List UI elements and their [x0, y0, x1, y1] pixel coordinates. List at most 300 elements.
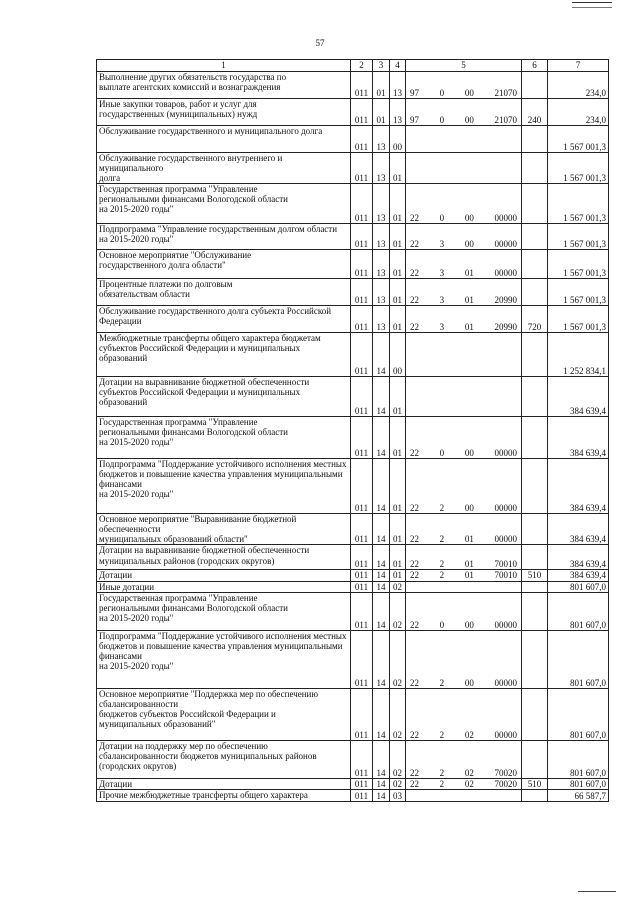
amount: 384 639,4 — [548, 459, 609, 514]
target-article-part: 22 — [410, 213, 419, 224]
target-article-part: 22 — [410, 619, 419, 630]
table-row — [97, 740, 609, 778]
amount: 801 607,0 — [548, 740, 609, 778]
expense-type-code — [522, 377, 548, 417]
table-row — [97, 688, 609, 740]
target-article-part: 00000 — [494, 729, 517, 740]
target-article-parts — [406, 88, 521, 98]
target-article-part: 22 — [410, 239, 419, 250]
section-code: 13 — [373, 184, 390, 224]
target-article-parts — [406, 779, 521, 789]
row-name-line: бюджетов и повышение качества управления муниципальными финансами — [99, 640, 343, 661]
amount: 1 567 001,3 — [548, 224, 609, 250]
target-article-parts — [406, 620, 521, 630]
subsection-code: 00 — [390, 333, 406, 377]
subsection-code: 13 — [390, 72, 406, 99]
target-article-part: 00 — [464, 503, 474, 514]
section-code: 13 — [373, 126, 390, 153]
target-article-part: 3 — [439, 268, 445, 279]
expense-type-code — [522, 688, 548, 740]
amount: 384 639,4 — [548, 545, 609, 570]
amount: 234,0 — [548, 72, 609, 99]
amount: 801 607,0 — [548, 630, 609, 688]
row-name — [97, 417, 351, 459]
section-code: 14 — [373, 688, 390, 740]
target-article-code — [406, 72, 522, 99]
row-name-line: на 2015-2020 годы" — [99, 612, 174, 623]
table-row — [97, 545, 609, 570]
section-code: 14 — [373, 514, 390, 545]
subsection-code: 02 — [390, 688, 406, 740]
chapter-code: 011 — [351, 72, 373, 99]
expense-type-code — [522, 581, 548, 592]
target-article-code — [406, 306, 522, 333]
table-row — [97, 184, 609, 224]
target-article-code — [406, 570, 522, 581]
section-code: 14 — [373, 630, 390, 688]
target-article-part: 01 — [464, 295, 474, 306]
chapter-code: 011 — [351, 126, 373, 153]
target-article-code — [406, 581, 522, 592]
expense-type-code — [522, 417, 548, 459]
target-article-part: 00000 — [494, 503, 517, 514]
amount: 1 252 834,1 — [548, 333, 609, 377]
target-article-part: 97 — [410, 87, 419, 98]
target-article-parts — [406, 295, 521, 305]
target-article-parts — [406, 239, 521, 249]
target-article-code — [406, 153, 522, 184]
row-name-line: региональными финансами Вологодской области — [99, 602, 288, 613]
target-article-parts — [406, 115, 521, 125]
chapter-code: 011 — [351, 630, 373, 688]
expense-type-code — [522, 224, 548, 250]
column-header-3: 3 — [373, 60, 390, 72]
target-article-code — [406, 377, 522, 417]
section-code: 13 — [373, 279, 390, 306]
target-article-part: 0 — [439, 87, 445, 98]
target-article-part: 22 — [410, 268, 419, 279]
expense-type-code: 510 — [522, 778, 548, 789]
target-article-part: 22 — [410, 559, 419, 570]
table-row — [97, 279, 609, 306]
chapter-code: 011 — [351, 545, 373, 570]
amount: 1 567 001,3 — [548, 250, 609, 279]
section-code: 14 — [373, 592, 390, 630]
target-article-part: 00000 — [494, 619, 517, 630]
expense-type-code — [522, 250, 548, 279]
target-article-parts — [406, 570, 521, 580]
amount: 1 567 001,3 — [548, 184, 609, 224]
target-article-part: 00000 — [494, 213, 517, 224]
target-article-part: 22 — [410, 778, 419, 789]
table-row — [97, 377, 609, 417]
amount: 801 607,0 — [548, 592, 609, 630]
row-name-line: обязательствам области — [99, 289, 190, 300]
column-header-1: 1 — [97, 60, 351, 72]
chapter-code: 011 — [351, 778, 373, 789]
row-name-line: муниципальных районов (городских округов) — [99, 555, 275, 566]
row-name — [97, 333, 351, 377]
chapter-code: 011 — [351, 184, 373, 224]
scan-mark-top — [572, 2, 612, 8]
row-name-line: образований — [99, 397, 148, 408]
target-article-part: 3 — [439, 239, 445, 250]
section-code: 01 — [373, 99, 390, 126]
section-code: 14 — [373, 417, 390, 459]
row-name-line: бюджетов и повышение качества управления муниципальными финансами — [99, 469, 343, 490]
expense-type-code: 240 — [522, 99, 548, 126]
target-article-code — [406, 630, 522, 688]
scan-mark-bottom — [578, 891, 616, 895]
amount: 801 607,0 — [548, 581, 609, 592]
section-code: 01 — [373, 72, 390, 99]
target-article-part: 70010 — [494, 559, 517, 570]
row-name — [97, 250, 351, 279]
row-name-line: государственных (муниципальных) нужд — [99, 109, 258, 120]
section-code: 14 — [373, 377, 390, 417]
table-row — [97, 459, 609, 514]
chapter-code: 011 — [351, 740, 373, 778]
row-name-line: Федерации — [99, 316, 142, 327]
target-article-part: 22 — [410, 570, 419, 581]
table-row — [97, 778, 609, 789]
subsection-code: 02 — [390, 630, 406, 688]
row-name — [97, 545, 351, 570]
row-name-line: Дотации — [99, 570, 133, 581]
section-code: 14 — [373, 545, 390, 570]
row-name-line: Государственная программа "Управление — [99, 592, 258, 603]
target-article-parts — [406, 534, 521, 544]
target-article-part: 00 — [464, 114, 474, 125]
table-row — [97, 333, 609, 377]
amount: 66 587,7 — [548, 789, 609, 801]
row-name-line: образований — [99, 353, 148, 364]
expense-type-code — [522, 279, 548, 306]
target-article-part: 00 — [464, 677, 474, 688]
target-article-parts — [406, 730, 521, 740]
target-article-part: 22 — [410, 677, 419, 688]
target-article-part: 2 — [439, 570, 445, 581]
row-name-line: Государственная программа "Управление — [99, 417, 258, 428]
row-name-line: Иные дотации — [99, 581, 155, 592]
target-article-part: 22 — [410, 295, 419, 306]
row-name-line: субъектов Российской Федерации и муниципальных — [99, 387, 301, 398]
subsection-code: 00 — [390, 126, 406, 153]
subsection-code: 01 — [390, 459, 406, 514]
row-name — [97, 279, 351, 306]
section-code: 14 — [373, 459, 390, 514]
chapter-code: 011 — [351, 417, 373, 459]
table-row — [97, 581, 609, 592]
row-name-line: (городских округов) — [99, 760, 177, 771]
row-name-line: выплате агентских комиссий и вознаграждения — [99, 82, 281, 93]
target-article-part: 0 — [439, 619, 445, 630]
row-name-line: Основное мероприятие "Обслуживание — [99, 250, 252, 261]
row-name — [97, 630, 351, 688]
target-article-code — [406, 592, 522, 630]
amount: 384 639,4 — [548, 377, 609, 417]
amount: 384 639,4 — [548, 570, 609, 581]
target-article-part: 2 — [439, 677, 445, 688]
section-code: 13 — [373, 224, 390, 250]
subsection-code: 03 — [390, 789, 406, 801]
target-article-code — [406, 459, 522, 514]
row-name-line: Межбюджетные трансферты общего характера бюджетам — [99, 333, 321, 344]
chapter-code: 011 — [351, 306, 373, 333]
expense-type-code: 510 — [522, 570, 548, 581]
subsection-code: 01 — [390, 570, 406, 581]
row-name — [97, 377, 351, 417]
subsection-code: 02 — [390, 581, 406, 592]
amount: 1 567 001,3 — [548, 126, 609, 153]
target-article-part: 20990 — [494, 322, 517, 333]
target-article-code — [406, 279, 522, 306]
table-row — [97, 224, 609, 250]
row-name-line: Основное мероприятие "Выравнивание бюджетной обеспеченности — [99, 514, 297, 535]
target-article-part: 01 — [464, 570, 474, 581]
target-article-code — [406, 126, 522, 153]
target-article-part: 22 — [410, 503, 419, 514]
target-article-code — [406, 333, 522, 377]
table-row — [97, 592, 609, 630]
target-article-part: 20990 — [494, 295, 517, 306]
target-article-code — [406, 417, 522, 459]
row-name-line: Дотации на поддержку мер по обеспечению — [99, 740, 268, 751]
target-article-part: 00 — [464, 619, 474, 630]
target-article-part: 01 — [464, 268, 474, 279]
subsection-code: 01 — [390, 514, 406, 545]
table-row — [97, 72, 609, 99]
subsection-code: 02 — [390, 592, 406, 630]
expense-type-code — [522, 630, 548, 688]
row-name — [97, 72, 351, 99]
row-name-line: региональными финансами Вологодской области — [99, 427, 288, 438]
table-row — [97, 789, 609, 801]
amount: 801 607,0 — [548, 778, 609, 789]
target-article-part: 22 — [410, 729, 419, 740]
row-name — [97, 592, 351, 630]
row-name — [97, 740, 351, 778]
target-article-parts — [406, 322, 521, 332]
table-row — [97, 514, 609, 545]
row-name — [97, 459, 351, 514]
row-name-line: Государственная программа "Управление — [99, 184, 258, 195]
amount: 384 639,4 — [548, 417, 609, 459]
target-article-part: 00 — [464, 213, 474, 224]
table-row — [97, 99, 609, 126]
table-row — [97, 126, 609, 153]
expense-type-code — [522, 592, 548, 630]
amount: 1 567 001,3 — [548, 153, 609, 184]
chapter-code: 011 — [351, 581, 373, 592]
target-article-part: 2 — [439, 559, 445, 570]
target-article-part: 97 — [410, 114, 419, 125]
amount: 801 607,0 — [548, 688, 609, 740]
expense-type-code — [522, 545, 548, 570]
row-name-line: бюджетов субъектов Российской Федерации и — [99, 708, 276, 719]
target-article-part: 2 — [439, 503, 445, 514]
target-article-part: 2 — [439, 767, 445, 778]
target-article-part: 22 — [410, 448, 419, 459]
target-article-code — [406, 778, 522, 789]
target-article-part: 00000 — [494, 677, 517, 688]
target-article-parts — [406, 678, 521, 688]
chapter-code: 011 — [351, 688, 373, 740]
row-name — [97, 789, 351, 801]
chapter-code: 011 — [351, 99, 373, 126]
target-article-part: 3 — [439, 295, 445, 306]
row-name-line: региональными финансами Вологодской области — [99, 194, 288, 205]
chapter-code: 011 — [351, 592, 373, 630]
target-article-part: 2 — [439, 534, 445, 545]
row-name-line: на 2015-2020 годы" — [99, 204, 174, 215]
subsection-code: 02 — [390, 740, 406, 778]
target-article-part: 02 — [464, 778, 474, 789]
section-code: 14 — [373, 333, 390, 377]
target-article-part: 01 — [464, 559, 474, 570]
target-article-part: 2 — [439, 729, 445, 740]
subsection-code: 01 — [390, 279, 406, 306]
expense-type-code — [522, 514, 548, 545]
row-name — [97, 778, 351, 789]
target-article-part: 21070 — [494, 87, 517, 98]
chapter-code: 011 — [351, 514, 373, 545]
row-name-line: Обслуживание государственного и муниципального долга — [99, 126, 323, 136]
row-name-line: Обслуживание государственного долга субъекта Российской — [99, 306, 332, 317]
row-name-line: Иные закупки товаров, работ и услуг для — [99, 99, 257, 109]
table-row — [97, 630, 609, 688]
budget-table — [96, 59, 609, 802]
row-name — [97, 99, 351, 126]
row-name-line: муниципальных образований" — [99, 718, 216, 729]
target-article-part: 0 — [439, 448, 445, 459]
target-article-code — [406, 688, 522, 740]
target-article-code — [406, 250, 522, 279]
target-article-part: 70010 — [494, 570, 517, 581]
target-article-code — [406, 99, 522, 126]
expense-type-code: 720 — [522, 306, 548, 333]
target-article-part: 22 — [410, 767, 419, 778]
row-name — [97, 153, 351, 184]
table-row — [97, 570, 609, 581]
target-article-part: 22 — [410, 534, 419, 545]
amount: 234,0 — [548, 99, 609, 126]
budget-table-body — [97, 60, 609, 802]
row-name — [97, 581, 351, 592]
row-name-line: государственного долга области" — [99, 260, 226, 271]
target-article-part: 00 — [464, 239, 474, 250]
column-header-2: 2 — [351, 60, 373, 72]
row-name-line: муниципальных образований области" — [99, 534, 248, 545]
amount: 1 567 001,3 — [548, 279, 609, 306]
row-name-line: сбалансированности бюджетов муниципальных районов — [99, 750, 317, 761]
chapter-code: 011 — [351, 279, 373, 306]
row-name-line: Подпрограмма "Поддержание устойчивого исполнения местных — [99, 630, 347, 641]
row-name-line: Подпрограмма "Поддержание устойчивого исполнения местных — [99, 459, 347, 470]
target-article-part: 00000 — [494, 239, 517, 250]
row-name-line: долга — [99, 173, 121, 184]
expense-type-code — [522, 72, 548, 99]
target-article-parts — [406, 559, 521, 569]
subsection-code: 01 — [390, 250, 406, 279]
target-article-parts — [406, 213, 521, 223]
target-article-code — [406, 224, 522, 250]
row-name-line: Прочие межбюджетные трансферты общего характера — [99, 789, 308, 800]
target-article-parts — [406, 503, 521, 513]
row-name-line: на 2015-2020 годы" — [99, 489, 174, 500]
section-code: 14 — [373, 570, 390, 581]
subsection-code: 01 — [390, 153, 406, 184]
target-article-part: 02 — [464, 729, 474, 740]
target-article-part: 0 — [439, 213, 445, 224]
target-article-part: 0 — [439, 114, 445, 125]
row-name — [97, 184, 351, 224]
expense-type-code — [522, 459, 548, 514]
amount: 384 639,4 — [548, 514, 609, 545]
target-article-code — [406, 789, 522, 801]
row-name — [97, 570, 351, 581]
subsection-code: 01 — [390, 184, 406, 224]
amount: 1 567 001,3 — [548, 306, 609, 333]
row-name-line: Процентные платежи по долговым — [99, 279, 233, 290]
column-header-4: 4 — [390, 60, 406, 72]
section-code: 13 — [373, 250, 390, 279]
row-name-line: Подпрограмма "Управление государственным долгом области — [99, 224, 338, 235]
chapter-code: 011 — [351, 570, 373, 581]
expense-type-code — [522, 126, 548, 153]
row-name — [97, 688, 351, 740]
row-name-line: на 2015-2020 годы" — [99, 437, 174, 448]
chapter-code: 011 — [351, 153, 373, 184]
chapter-code: 011 — [351, 377, 373, 417]
target-article-code — [406, 740, 522, 778]
row-name-line: Выполнение других обязательств государства по — [99, 72, 287, 82]
subsection-code: 02 — [390, 778, 406, 789]
target-article-part: 00 — [464, 448, 474, 459]
row-name — [97, 306, 351, 333]
expense-type-code — [522, 740, 548, 778]
subsection-code: 01 — [390, 224, 406, 250]
row-name — [97, 126, 351, 153]
table-row — [97, 306, 609, 333]
target-article-part: 22 — [410, 322, 419, 333]
row-name — [97, 514, 351, 545]
target-article-parts — [406, 448, 521, 458]
target-article-part: 3 — [439, 322, 445, 333]
subsection-code: 01 — [390, 417, 406, 459]
subsection-code: 01 — [390, 377, 406, 417]
table-row — [97, 250, 609, 279]
chapter-code: 011 — [351, 459, 373, 514]
section-code: 14 — [373, 789, 390, 801]
column-header-6: 6 — [522, 60, 548, 72]
target-article-part: 21070 — [494, 114, 517, 125]
target-article-part: 01 — [464, 322, 474, 333]
row-name-line: Обслуживание государственного внутреннего и муниципального — [99, 153, 283, 174]
chapter-code: 011 — [351, 789, 373, 801]
target-article-code — [406, 514, 522, 545]
row-name-line: на 2015-2020 годы" — [99, 660, 174, 671]
expense-type-code — [522, 153, 548, 184]
subsection-code: 01 — [390, 306, 406, 333]
section-code: 14 — [373, 581, 390, 592]
page-number: 57 — [315, 38, 325, 48]
row-name-line: Основное мероприятие "Поддержка мер по обеспечению сбалансированности — [99, 688, 319, 709]
section-code: 14 — [373, 778, 390, 789]
row-name-line: Дотации — [99, 778, 133, 789]
table-row — [97, 153, 609, 184]
subsection-code: 13 — [390, 99, 406, 126]
